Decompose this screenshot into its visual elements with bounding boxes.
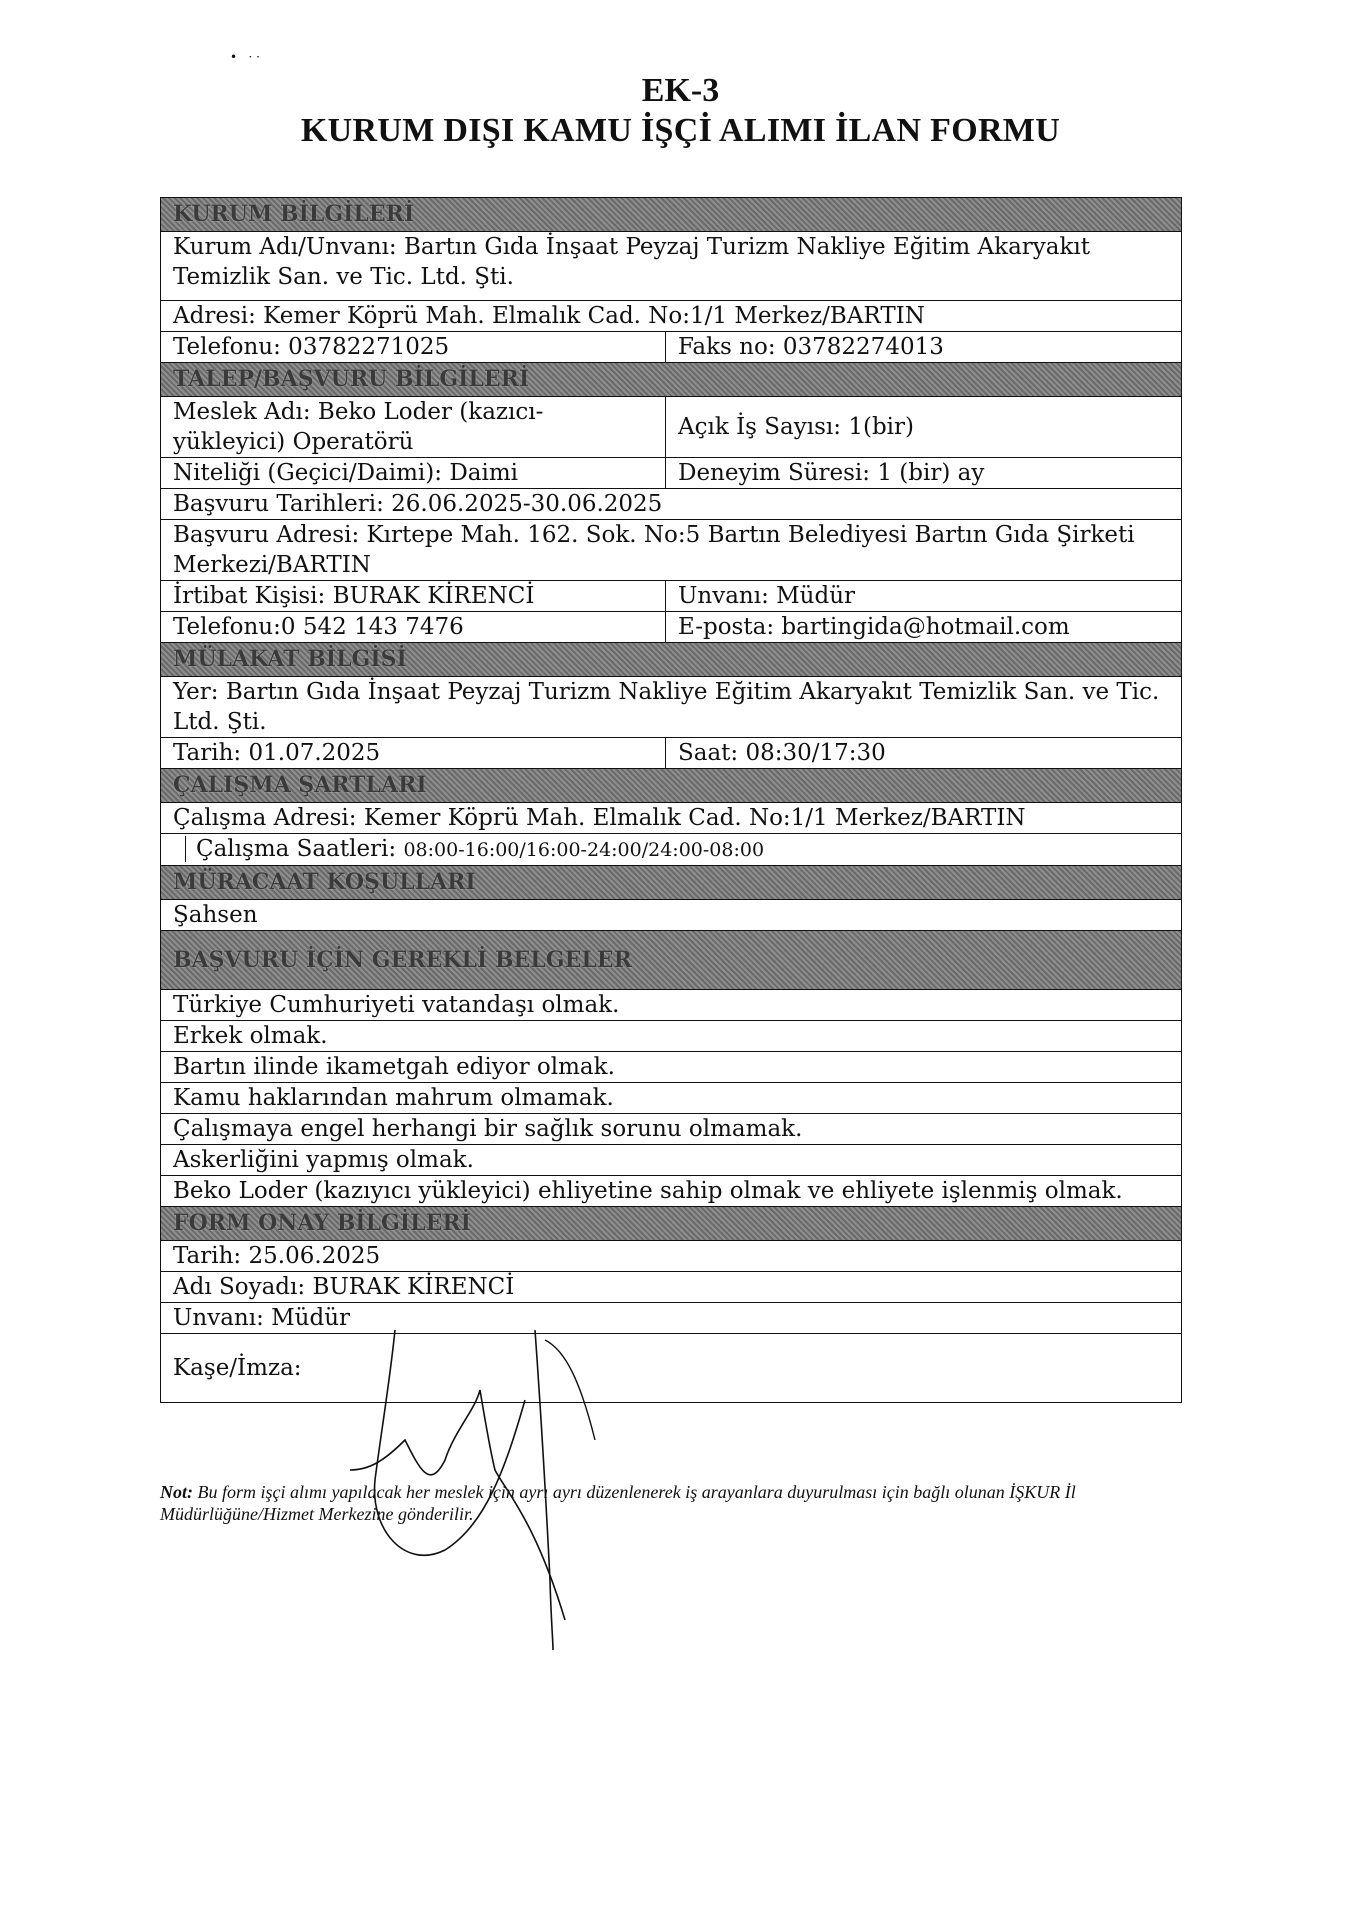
basvuru-adresi-row: [161, 519, 1181, 580]
mulakat-saat: Saat: 08:30/17:30: [678, 740, 886, 766]
meslek-line2: yükleyici) Operatörü: [173, 429, 414, 455]
calisma-saatleri-label: Çalışma Saatleri:: [185, 836, 403, 862]
onay-unvan-row: [161, 1302, 1181, 1333]
kurum-telefon: Telefonu: 03782271025: [161, 332, 666, 362]
basvuru-adresi-line2: Merkezi/BARTIN: [173, 552, 371, 578]
kurum-adres: Adresi: Kemer Köprü Mah. Elmalık Cad. No:1/1 Merkez/BARTIN: [173, 303, 925, 329]
mulakat-yer-row: [161, 676, 1181, 737]
calisma-saatleri-row: [161, 833, 1181, 865]
belge-item-text: Erkek olmak.: [173, 1023, 328, 1049]
muracaat-sekli: Şahsen: [173, 902, 258, 928]
meslek-line1: Meslek Adı: Beko Loder (kazıcı-: [173, 399, 544, 425]
onay-kase-row: [161, 1333, 1181, 1402]
belge-item: [161, 1113, 1181, 1144]
doc-title: KURUM DIŞI KAMU İŞÇİ ALIMI İLAN FORMU: [300, 112, 1061, 149]
section-onay: FORM ONAY BİLGİLERİ: [161, 1206, 1181, 1240]
handwritten-signature: [335, 1320, 635, 1660]
belge-item-text: Kamu haklarından mahrum olmamak.: [173, 1085, 614, 1111]
kurum-adi-line2: Temizlik San. ve Tic. Ltd. Şti.: [173, 264, 514, 290]
onay-tarih: Tarih: 25.06.2025: [173, 1243, 381, 1269]
meslek-row: [161, 396, 1181, 457]
calisma-adresi: Çalışma Adresi: Kemer Köprü Mah. Elmalık Cad. No:1/1 Merkez/BARTIN: [173, 805, 1026, 831]
section-calisma: ÇALIŞMA ŞARTLARI: [161, 768, 1181, 802]
onay-unvan: Unvanı: Müdür: [173, 1305, 351, 1331]
kurum-adres-row: [161, 300, 1181, 331]
irtibat-eposta: E-posta: bartingida@hotmail.com: [678, 614, 1070, 640]
scan-marks: • · ·: [230, 50, 260, 64]
irtibat-row: [161, 580, 1181, 611]
form-table: [160, 197, 1182, 1403]
footnote-label: Not:: [160, 1482, 193, 1502]
basvuru-tarihleri-row: [161, 488, 1181, 519]
doc-ek-label: EK-3: [641, 72, 720, 109]
belge-item: [161, 989, 1181, 1020]
section-talep: TALEP/BAŞVURU BİLGİLERİ: [161, 362, 1181, 396]
belge-item-text: Askerliğini yapmış olmak.: [173, 1147, 474, 1173]
belge-item: [161, 1020, 1181, 1051]
kurum-telefon-row: [161, 331, 1181, 362]
belge-item-text: Çalışmaya engel herhangi bir sağlık sorunu olmamak.: [173, 1116, 803, 1142]
mulakat-tarih-row: [161, 737, 1181, 768]
irtibat-telefon: Telefonu:0 542 143 7476: [161, 612, 666, 642]
belge-item: [161, 1144, 1181, 1175]
kurum-faks: Faks no: 03782274013: [678, 334, 944, 360]
belge-item: [161, 1082, 1181, 1113]
basvuru-adresi-line1: Başvuru Adresi: Kırtepe Mah. 162. Sok. No:5 Bartın Belediyesi Bartın Gıda Şirketi: [173, 522, 1135, 548]
irtibat-unvan: Unvanı: Müdür: [678, 583, 856, 609]
section-muracaat: MÜRACAAT KOŞULLARI: [161, 865, 1181, 899]
kurum-adi-line1: Kurum Adı/Unvanı: Bartın Gıda İnşaat Peyzaj Turizm Nakliye Eğitim Akaryakıt: [173, 234, 1091, 260]
kurum-adi-row: [161, 231, 1181, 292]
belge-item-text: Bartın ilinde ikametgah ediyor olmak.: [173, 1054, 615, 1080]
belge-item-text: Türkiye Cumhuriyeti vatandaşı olmak.: [173, 992, 620, 1018]
section-belgeler: BAŞVURU İÇİN GEREKLİ BELGELER: [161, 930, 1181, 989]
acik-is-sayisi: Açık İş Sayısı: 1(bir): [678, 414, 914, 440]
muracaat-row: [161, 899, 1181, 930]
mulakat-yer-line2: Ltd. Şti.: [173, 709, 267, 735]
belge-item-text: Beko Loder (kazıyıcı yükleyici) ehliyetine sahip olmak ve ehliyete işlenmiş olmak.: [173, 1178, 1123, 1204]
nitelik: Niteliği (Geçici/Daimi): Daimi: [161, 458, 666, 488]
belge-item: [161, 1051, 1181, 1082]
calisma-saatleri-value: 08:00-16:00/16:00-24:00/24:00-08:00: [403, 839, 765, 861]
nitelik-row: [161, 457, 1181, 488]
calisma-adres-row: [161, 802, 1181, 833]
footnote: [160, 1481, 1200, 1525]
section-kurum: KURUM BİLGİLERİ: [161, 197, 1181, 231]
onay-kase-imza: Kaşe/İmza:: [173, 1355, 302, 1381]
mulakat-tarih: Tarih: 01.07.2025: [161, 738, 666, 768]
basvuru-tarihleri: Başvuru Tarihleri: 26.06.2025-30.06.2025: [173, 491, 663, 517]
section-mulakat: MÜLAKAT BİLGİSİ: [161, 642, 1181, 676]
belge-item: [161, 1175, 1181, 1206]
footnote-text: Bu form işçi alımı yapılacak her meslek için ayrı ayrı düzenlenerek iş arayanlara duyurulması için bağlı olunan İŞKUR İl Müdürlüğüne/Hizmet Merkezine gönderilir.: [160, 1482, 1076, 1524]
irtibat-kisisi: İrtibat Kişisi: BURAK KİRENCİ: [161, 581, 666, 611]
iletisim-row: [161, 611, 1181, 642]
deneyim-suresi: Deneyim Süresi: 1 (bir) ay: [678, 460, 985, 486]
onay-tarih-row: [161, 1240, 1181, 1271]
onay-adsoyad-row: [161, 1271, 1181, 1302]
mulakat-yer-line1: Yer: Bartın Gıda İnşaat Peyzaj Turizm Nakliye Eğitim Akaryakıt Temizlik San. ve Tic.: [173, 679, 1160, 705]
onay-adsoyad: Adı Soyadı: BURAK KİRENCİ: [173, 1274, 515, 1300]
